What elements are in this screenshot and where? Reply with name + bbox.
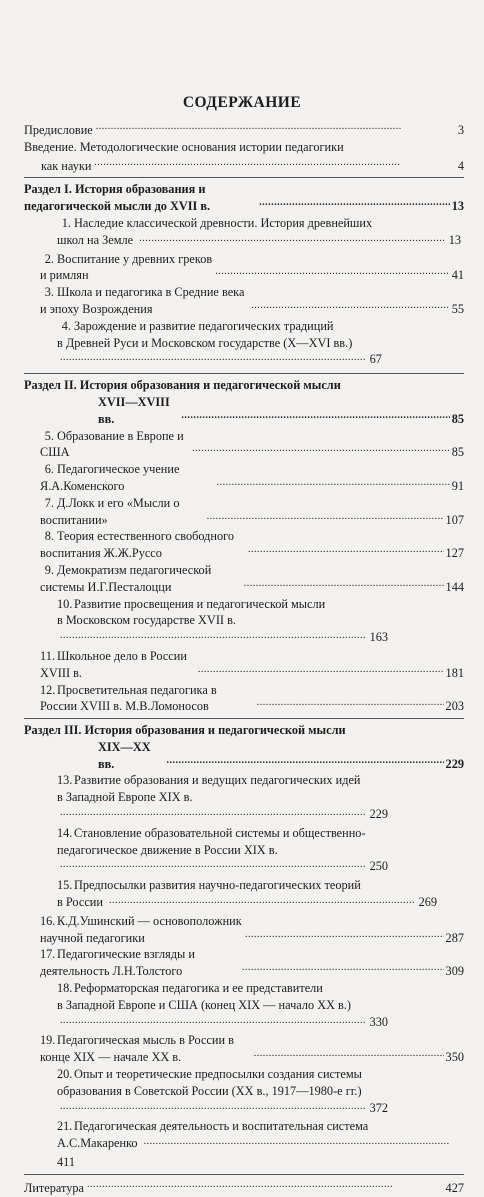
toc-page-number: 330 [369,1014,389,1029]
toc-page-number: 91 [451,478,464,493]
toc-page-number: 85 [451,445,464,460]
chapter-title: Демократизм педагогической системы И.Г.Песталоцци [40,562,212,594]
chapter-number: 6. [44,462,54,477]
toc-page-number: 350 [445,1050,464,1065]
chapter-title: Развитие образования и ведущих педагогических идей [74,773,361,788]
toc-chapter [24,495,464,529]
leader-dots [251,296,449,315]
leader-dots [94,153,455,172]
leader-dots [144,1133,449,1147]
toc-chapter [24,648,464,682]
toc-chapter [24,284,464,318]
chapter-title-continued: А.С.Макаренко [57,1136,138,1151]
chapter-number: 12. [40,682,56,697]
toc-page-number: 13 [448,232,462,247]
chapter-title: К.Д.Ушинский — основоположник научной педагогики [40,913,242,945]
chapter-title-continued: в Западной Европе XIX в. [57,790,193,805]
section-divider [24,718,464,719]
leader-dots [167,751,444,770]
chapter-title: Реформаторская педагогика и ее представители [74,981,323,996]
toc-page-number: 67 [369,352,382,367]
leader-dots [242,958,444,977]
page-title: СОДЕРЖАНИЕ [182,94,302,111]
chapter-number: 11. [40,648,55,663]
chapter-number: 7. [44,495,54,510]
toc-page-number: 144 [445,579,464,594]
chapter-title: Опыт и теоретические предпосылки создания системы [74,1067,362,1082]
toc-page-number: 4 [457,158,464,173]
chapter-number: 18. [57,981,73,996]
toc-page-number: 411 [57,1155,75,1170]
chapter-number: 20. [57,1067,73,1082]
leader-dots [60,349,365,363]
leader-dots [192,439,450,458]
leader-dots [259,193,450,212]
toc-chapter [24,772,464,824]
chapter-title: Зарождение и развитие педагогических традиций [74,318,334,333]
toc-chapter [24,946,464,980]
toc-chapter [24,1118,464,1170]
toc-page-number: 181 [445,665,464,680]
section-title: Раздел III. История образования и педагогической мысли [24,723,346,738]
chapter-number: 15. [57,878,73,893]
toc-chapter [24,215,464,251]
toc-page-number: 55 [451,301,464,316]
leader-dots [257,693,444,712]
chapter-number: 5. [44,428,54,443]
chapter-number: 8. [44,529,54,544]
toc-page-number: 13 [451,199,464,214]
toc-page-number: 287 [445,930,464,945]
leader-dots [244,574,444,593]
chapter-number: 13. [57,773,73,788]
chapter-title: Педагогическое учение Я.А.Коменского [40,462,180,493]
chapter-number: 19. [40,1033,56,1048]
chapter-number: 1. [61,215,71,230]
chapter-number: 9. [44,562,54,577]
chapter-title: Школа и педагогика в Средние века и эпоху Возрождения [40,285,245,316]
toc-page-number: 229 [369,807,389,822]
section-title-continued: XIX—XX вв. [98,739,151,771]
chapter-title: Педагогическая мысль в России в конце XIX — начале XX в. [40,1033,234,1065]
toc-section-heading [24,722,464,772]
leader-dots [254,1044,444,1063]
chapter-title: Развитие просвещения и педагогической мысли [74,596,326,611]
chapter-title-continued: в Древней Руси и Московском государстве (X—XVI вв.) [57,335,353,350]
leader-dots [60,1098,365,1112]
leader-dots [198,660,444,679]
leader-dots [60,1012,365,1026]
leader-dots [181,406,449,425]
section-title: Раздел II. История образования и педагогической мысли [24,378,341,393]
leader-dots [96,117,456,136]
toc-chapter [24,913,464,947]
chapter-title: Становление образовательной системы и общественно- [74,825,366,840]
toc-page-number: 41 [451,268,464,283]
chapter-title: Школьное дело в России XVIII в. [40,648,187,680]
chapter-title: Воспитание у древних греков и римлян [40,251,213,283]
toc-page-number: 127 [445,546,464,561]
chapter-number: 16. [40,913,56,928]
toc-chapter [24,461,464,495]
leader-dots [60,856,365,870]
chapter-title: Наследие классической древности. История древнейших [74,215,373,230]
chapter-title: Просветительная педагогика в России XVIII в. М.В.Ломоносов [40,682,217,714]
toc-chapter [24,1066,464,1118]
chapter-number: 3. [44,285,54,300]
toc-chapter [24,251,464,285]
chapter-title-continued: в Московском государстве XVII в. [57,613,236,628]
section-divider [24,177,464,178]
toc-chapter [24,428,464,462]
chapter-number: 21. [57,1119,73,1134]
toc-page-number: 3 [457,123,464,137]
toc-chapter [24,562,464,596]
chapter-title: Педагогические взгляды и деятельность Л.Н.Толстого [40,947,195,979]
toc-chapter [24,980,464,1032]
section-title-continued: XVII—XVIII вв. [98,394,170,426]
toc-page-number: 85 [451,411,464,426]
toc-page-number: 229 [445,756,464,771]
leader-dots [60,804,365,818]
chapter-title: Образование в Европе и США [40,428,184,460]
toc-entry-label-continued: как науки [41,158,92,173]
leader-dots [217,473,450,492]
toc-page-number: 203 [445,699,464,714]
chapter-title: Теория естественного свободного воспитания Ж.Ж.Руссо [40,529,235,561]
leader-dots [109,892,414,906]
leader-dots [215,262,449,281]
chapter-title-continued: школ на Земле [57,232,134,247]
leader-dots [245,925,444,944]
toc-section-heading [24,377,464,427]
toc-chapter [24,877,464,913]
chapter-title: Предпосылки развития научно-педагогических теорий [74,878,361,893]
chapter-number: 10. [57,596,73,611]
toc-chapter [24,596,464,648]
leader-dots [87,1175,444,1194]
toc-entry-label: Литература [24,1180,85,1195]
toc-page-number: 372 [369,1100,389,1115]
toc-page-number: 427 [445,1180,464,1195]
toc-section-heading [24,181,464,215]
leader-dots [248,540,444,559]
toc-chapter [24,682,464,716]
chapter-number: 17. [40,947,56,962]
chapter-title-continued: в Западной Европе и США (конец XIX — начало XX в.) [57,997,352,1012]
toc-page-number: 250 [369,859,389,874]
toc-entry-preface [24,120,464,139]
leader-dots [207,507,444,526]
chapter-number: 2. [44,251,54,266]
toc-entry-label: Предисловие [24,123,93,137]
leader-dots [60,627,365,641]
toc-entry-label: Введение. Методологические основания истории педагогики [24,139,344,154]
chapter-number: 4. [61,318,71,333]
leader-dots [139,230,444,244]
toc-page-number: 269 [418,895,438,910]
toc-chapter [24,825,464,877]
toc-page-number: 309 [445,964,464,979]
toc-chapter [24,1032,464,1066]
chapter-title-continued: в России [57,895,103,910]
toc-page-number: 163 [369,630,389,645]
chapter-title-continued: образования в Советской России (XX в., 1917—1980-е гг.) [57,1083,362,1098]
toc-entry-literature [24,1178,464,1197]
toc-page-number: 107 [445,512,464,527]
table-of-contents [24,120,464,1197]
chapter-number: 14. [57,825,73,840]
chapter-title: Педагогическая деятельность и воспитательная система [74,1119,369,1134]
chapter-title-continued: педагогическое движение в России XIX в. [57,842,278,857]
toc-chapter [24,318,464,370]
toc-entry-introduction [24,139,464,175]
toc-chapter [24,528,464,562]
section-divider [24,373,464,374]
section-title: Раздел I. История образования и педагогической мысли до XVII в. [24,182,211,214]
chapter-title: Д.Локк и его «Мысли о воспитании» [40,495,180,527]
